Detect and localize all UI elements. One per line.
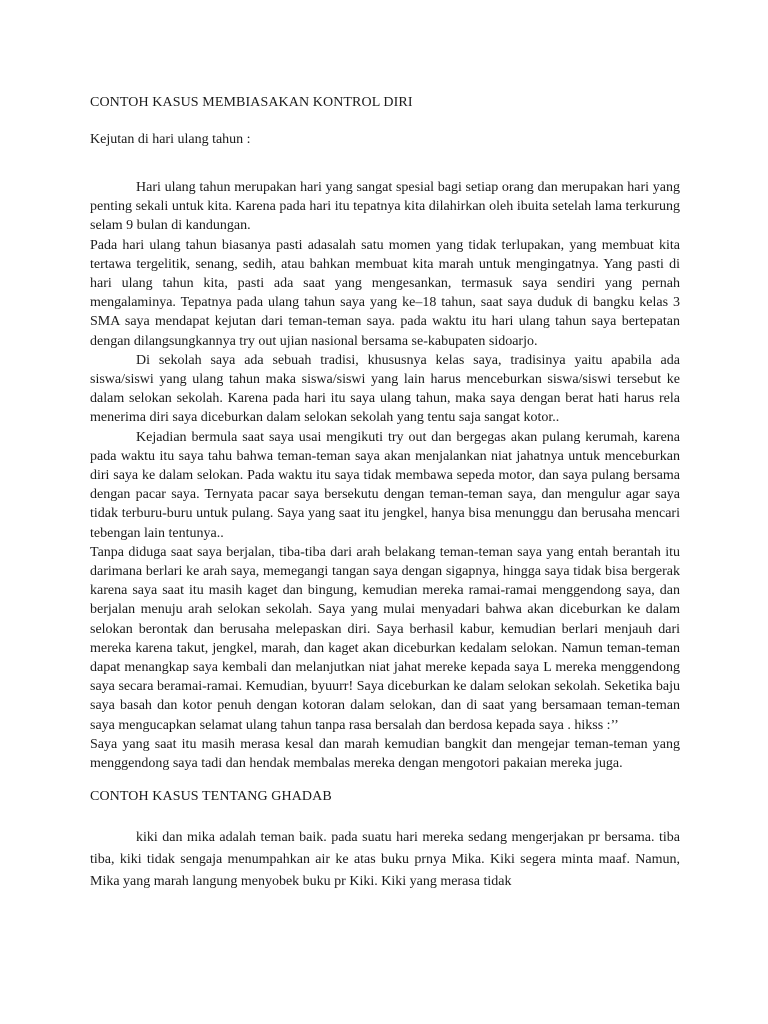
section-title-kontrol-diri: CONTOH KASUS MEMBIASAKAN KONTROL DIRI [90,95,413,110]
section-subtitle: Kejutan di hari ulang tahun : [90,132,251,147]
paragraph-ghadab-1: kiki dan mika adalah teman baik. pada suatu hari mereka sedang mengerjakan pr bersama. tiba tiba, kiki tidak sengaja menumpahkan air ke atas buku prnya Mika. Kiki segera minta maaf. Namun, Mika yang marah langung menyobek buku pr Kiki. Kiki yang merasa tidak [90,830,680,890]
paragraph-3: Di sekolah saya ada sebuah tradisi, khususnya kelas saya, tradisinya yaitu apabila ada siswa/siswi yang ulang tahun maka siswa/siswi yang lain harus menceburkan siswa/siswi tersebut ke dalam selokan sekolah. Karena pada hari itu saya ulang tahun, maka saya dengan berat hati harus rela menerima diri saya diceburkan dalam selokan sekolah yang tentu saja sangat kotor.. [90,352,680,426]
paragraph-2: Pada hari ulang tahun biasanya pasti adasalah satu momen yang tidak terlupakan, yang membuat kita tertawa tergelitik, senang, sedih, atau bahkan membuat kita marah untuk mengingatnya. Yang pasti di hari ulang tahun kita, pasti ada saat yang mengesankan, termasuk saya sendiri yang pernah mengalaminya. Tepatnya pada ulang tahun saya yang ke–18 tahun, saat saya duduk di bangku kelas 3 SMA saya mendapat kejutan dari teman-teman saya. pada waktu itu hari ulang tahun saya bertepatan dengan dilangsungkannya try out ujian nasional bersama se-kabupaten sidoarjo. [90,237,680,349]
paragraph-5: Tanpa diduga saat saya berjalan, tiba-tiba dari arah belakang teman-teman saya yang entah berantah itu darimana berlari ke arah saya, memegangi tangan saya dengan sigapnya, hingga saya tidak bisa bergerak karena saya saat itu masih kaget dan bingung, kemudian mereka ramai-ramai menggendong saya, dan berjalan menuju arah selokan sekolah. Saya yang mulai menyadari bahwa akan diceburkan ke dalam selokan berontak dan berusaha melepaskan diri. Saya berhasil kabur, kemudian berlari menjauh dari mereka karena takut, jengkel, marah, dan kaget akan diceburkan kedalam selokan. Namun teman-teman dapat menangkap saya kembali dan melanjutkan niat jahat mereke kepada saya L mereka menggendong saya secara beramai-ramai. Kemudian, byuurr! Saya diceburkan ke dalam selokan sekolah. Seketika baju saya basah dan kotor penuh dengan kotoran dalam selokan, dan di saat yang bersamaan teman-teman saya mengucapkan selamat ulang tahun tanpa rasa bersalah dan berdosa kepada saya . hikss :’’ [90,544,680,733]
paragraph-4: Kejadian bermula saat saya usai mengikuti try out dan bergegas akan pulang kerumah, karena pada waktu itu saya tahu bahwa teman-teman saya akan menjalankan niat jahatnya untuk menceburkan diri saya ke dalam selokan. Pada waktu itu saya tidak membawa sepeda motor, dan saya pulang bersama dengan pacar saya. Ternyata pacar saya bersekutu dengan teman-teman saya, dan mengulur agar saya tidak terburu-buru untuk pulang. Saya yang saat itu jengkel, hanya bisa menunggu dan berusaha mencari tebengan lain tentunya.. [90,429,680,541]
paragraph-6: Saya yang saat itu masih merasa kesal dan marah kemudian bangkit dan mengejar teman-teman yang menggendong saya tadi dan hendak membalas mereka dengan mengotori pakaian mereka juga. [90,736,680,772]
section-title-ghadab: CONTOH KASUS TENTANG GHADAB [90,789,332,805]
paragraph-1: Hari ulang tahun merupakan hari yang sangat spesial bagi setiap orang dan merupakan hari yang penting sekali untuk kita. Karena pada hari itu tepatnya kita dilahirkan oleh ibuita setelah lama terkurung selam 9 bulan di kandungan. [90,180,680,234]
document-page [90,94,680,893]
